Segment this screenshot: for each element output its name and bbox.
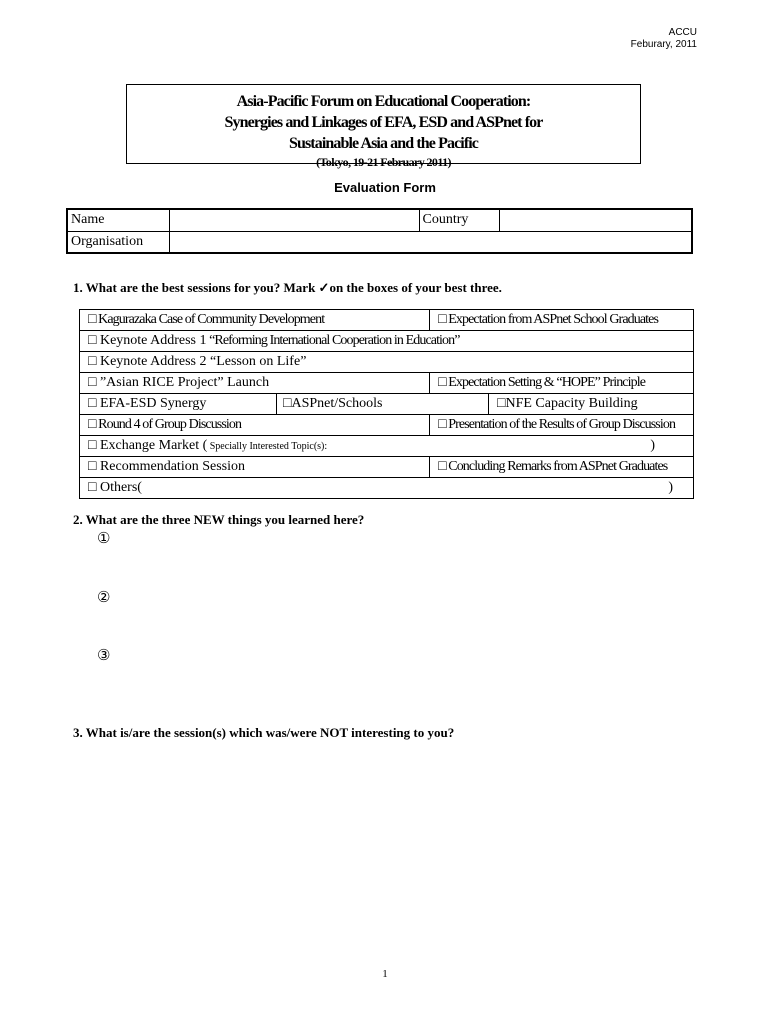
sessions-table (79, 309, 694, 499)
header-org: ACCU (668, 27, 697, 38)
keynote-1-label: □ Keynote Address 1 (88, 333, 207, 348)
question-3: 3. What is/are the session(s) which was/were NOT interesting to you? (73, 725, 455, 740)
organisation-field[interactable] (169, 231, 692, 253)
header-date: Feburary, 2011 (630, 39, 697, 50)
title-line-3: Sustainable Asia and the Pacific (288, 135, 478, 152)
answer-marker-1: ① (97, 531, 111, 547)
session-keynote-1[interactable] (80, 331, 694, 352)
form-title: Evaluation Form (334, 180, 436, 195)
answer-marker-2: ② (97, 590, 111, 606)
session-keynote-2[interactable]: □ Keynote Address 2 “Lesson on Life” (80, 352, 694, 373)
session-others[interactable] (80, 478, 694, 499)
info-table (66, 208, 693, 254)
answer-marker-3: ③ (97, 648, 111, 664)
name-label: Name (67, 209, 169, 231)
title-line-1: Asia-Pacific Forum on Educational Cooperation: (236, 93, 531, 110)
session-aspnet-schools[interactable]: □ASPnet/Schools (277, 394, 489, 415)
exchange-close-paren: ) (650, 438, 655, 453)
name-field[interactable] (169, 209, 419, 231)
session-round-4[interactable]: □ Round 4 of Group Discussion (80, 415, 430, 436)
session-recommendation[interactable]: □ Recommendation Session (80, 457, 430, 478)
session-kagurazaka[interactable]: □ Kagurazaka Case of Community Development (80, 310, 430, 331)
session-efa-esd[interactable]: □ EFA-ESD Synergy (80, 394, 277, 415)
session-expectation-hope[interactable]: □ Expectation Setting & “HOPE” Principle (430, 373, 694, 394)
exchange-market-label: □ Exchange Market ( (88, 438, 208, 453)
question-1: 1. What are the best sessions for you? Mark ✓on the boxes of your best three. (73, 280, 502, 295)
document-header (631, 27, 697, 51)
others-close-paren: ) (668, 480, 673, 495)
exchange-topic-label: Specially Interested Topic(s): (207, 441, 328, 452)
session-concluding[interactable]: □ Concluding Remarks from ASPnet Graduates (430, 457, 694, 478)
title-line-4: (Tokyo, 19-21 February 2011) (316, 155, 451, 169)
session-nfe[interactable]: □NFE Capacity Building (489, 394, 694, 415)
others-label: □ Others( (88, 480, 142, 495)
session-exchange-market[interactable] (80, 436, 694, 457)
keynote-1-subtitle: “Reforming International Cooperation in Education” (206, 333, 460, 348)
title-line-2: Synergies and Linkages of EFA, ESD and ASPnet for (224, 114, 543, 131)
session-asian-rice[interactable]: □ ”Asian RICE Project” Launch (80, 373, 430, 394)
forum-title-box (126, 84, 641, 169)
country-label: Country (419, 209, 499, 231)
country-field[interactable] (499, 209, 692, 231)
session-presentation[interactable]: □ Presentation of the Results of Group Discussion (430, 415, 694, 436)
page-number: 1 (382, 968, 388, 980)
session-expectation-aspnet[interactable]: □ Expectation from ASPnet School Graduates (430, 310, 694, 331)
organisation-label: Organisation (67, 231, 169, 253)
question-2: 2. What are the three NEW things you learned here? (73, 512, 365, 527)
